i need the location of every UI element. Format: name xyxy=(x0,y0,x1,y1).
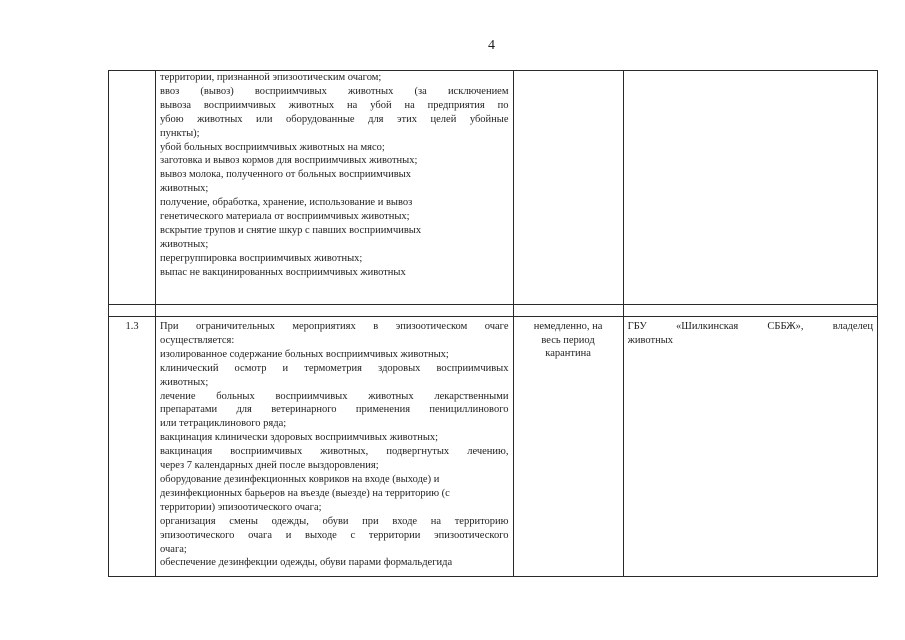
measure-line: пункты); xyxy=(160,127,200,139)
row-number: 1.3 xyxy=(125,321,139,332)
measure-line: изолированное содержание больных восприимчивых животных; xyxy=(160,348,449,360)
measure-line: обеспечение дезинфекции одежды, обуви парами формальдегида xyxy=(160,557,453,569)
period-cell xyxy=(513,317,623,577)
table-row-spacer xyxy=(109,305,878,317)
measure-line: генетического материала от восприимчивых животных; xyxy=(160,211,410,223)
measure-line: препаратами для ветеринарного применения пенициллинового xyxy=(160,404,509,416)
measure-line: выпас не вакцинированных восприимчивых животных xyxy=(160,266,406,278)
measure-line: перегруппировка восприимчивых животных; xyxy=(160,252,363,264)
measure-line: ввоз (вывоз) восприимчивых животных (за исключением xyxy=(160,85,509,97)
measures-cell xyxy=(156,317,513,577)
measure-line: вакцинация восприимчивых животных, подвергнутых лечению, xyxy=(160,446,509,458)
responsible-cell xyxy=(623,317,877,577)
period-line: немедленно, на xyxy=(533,321,603,332)
measure-line: вскрытие трупов и снятие шкур с павших восприимчивых xyxy=(160,224,422,236)
measure-line: заготовка и вывоз кормов для восприимчивых животных; xyxy=(160,155,418,167)
page-number: 4 xyxy=(488,38,495,53)
measure-line: оборудование дезинфекционных ковриков на входе (выходе) и xyxy=(160,473,440,485)
measure-line: клинический осмотр и термометрия здоровых восприимчивых xyxy=(160,362,509,374)
period-line: весь период xyxy=(541,334,595,346)
measure-line: убою животных или оборудованные для этих целей убойные xyxy=(160,113,509,125)
measure-line: территории, признанной эпизоотическим очагом; xyxy=(160,72,382,83)
measure-line: получение, обработка, хранение, использование и вывоз xyxy=(160,197,413,209)
measure-line: животных; xyxy=(160,238,209,250)
measure-line: или тетрациклинового ряда; xyxy=(160,418,287,430)
measure-line: лечение больных восприимчивых животных лекарственными xyxy=(160,390,509,402)
responsible-line: животных xyxy=(627,334,674,346)
row-number-cell xyxy=(109,71,156,305)
responsible-line: ГБУ «Шилкинская СББЖ», владелец xyxy=(627,321,873,332)
row-number-cell xyxy=(109,317,156,577)
measure-line: организация смены одежды, обуви при входе на территорию xyxy=(160,515,509,527)
measure-line: животных; xyxy=(160,183,209,195)
period-cell xyxy=(513,71,623,305)
measure-line: вывоза восприимчивых животных на убой на предприятия по xyxy=(160,99,509,111)
table-row xyxy=(109,317,878,577)
measure-line: осуществляется: xyxy=(160,334,235,346)
measure-line: дезинфекционных барьеров на въезде (выезде) на территорию (с xyxy=(160,487,450,499)
measure-line: убой больных восприимчивых животных на мясо; xyxy=(160,141,385,153)
measure-line: через 7 календарных дней после выздоровления; xyxy=(160,460,379,472)
row-number xyxy=(109,71,155,74)
table-row xyxy=(109,71,878,305)
measures-cell xyxy=(156,71,513,305)
period-line: карантина xyxy=(545,348,591,360)
measures-table xyxy=(108,70,878,577)
measure-line: животных; xyxy=(160,376,209,388)
measure-line: территории) эпизоотического очага; xyxy=(160,501,322,513)
responsible-cell xyxy=(623,71,877,305)
measure-line: эпизоотического очага и выходе с территории эпизоотического xyxy=(160,529,509,541)
measure-line: При ограничительных мероприятиях в эпизоотическом очаге xyxy=(160,321,509,332)
measure-line: вывоз молока, полученного от больных восприимчивых xyxy=(160,169,411,181)
measure-line: очага; xyxy=(160,543,187,555)
measure-line: вакцинация клинически здоровых восприимчивых животных; xyxy=(160,432,439,444)
